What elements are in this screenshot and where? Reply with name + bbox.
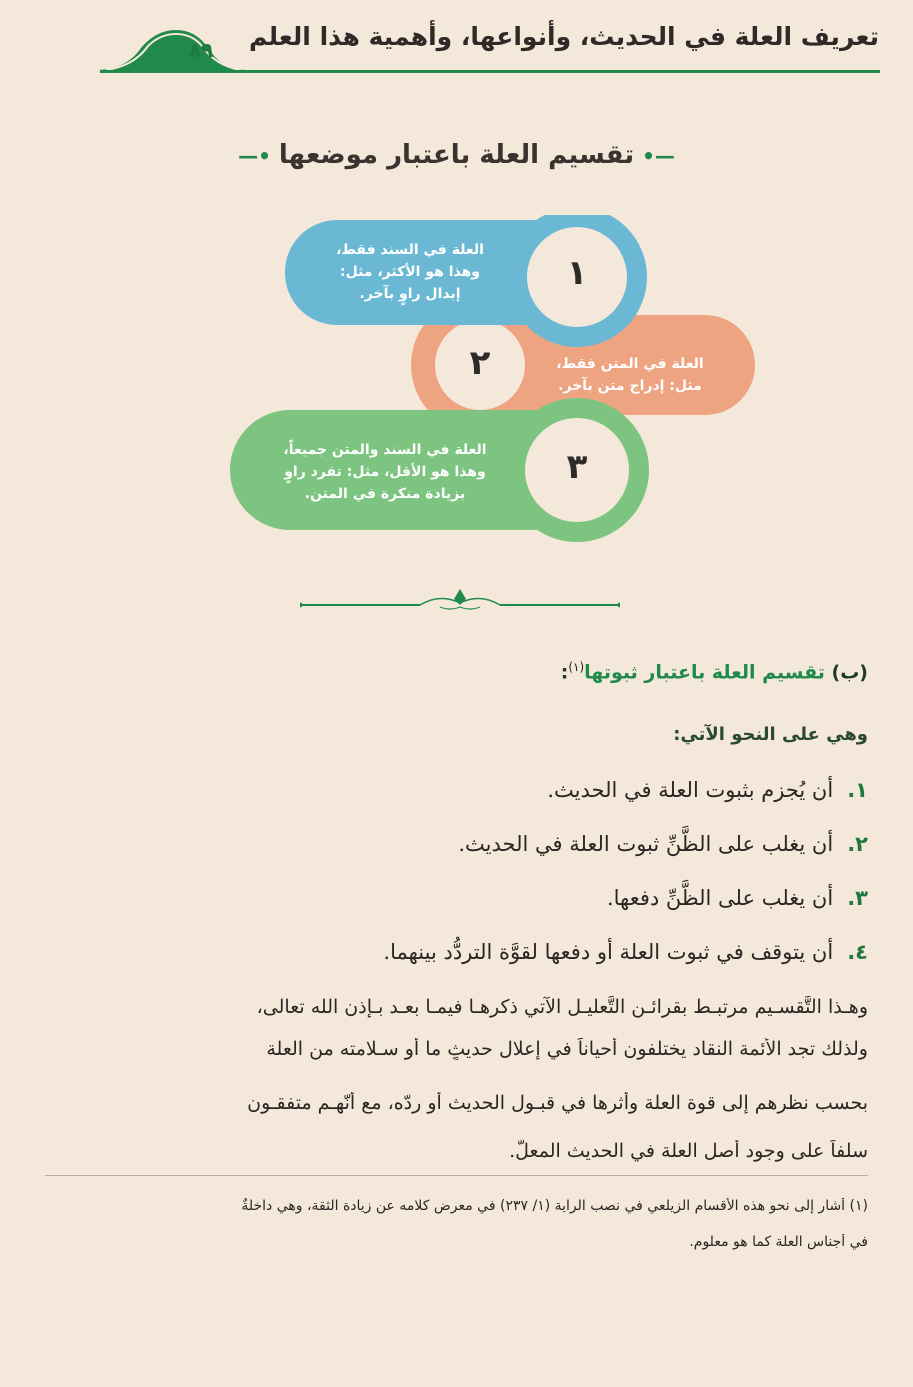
diagram-text-2-line: العلة في المتن فقط، xyxy=(556,356,704,372)
list-item xyxy=(68,940,868,964)
ornamental-divider xyxy=(300,585,620,615)
paragraph-line: وهـذا التَّقسـيم مرتبـط بقرائـن التَّعليـل الآتي ذكرهـا فيمـا بعـد بـإذن الله تعالى، xyxy=(256,996,868,1018)
list-item-number: ٢. xyxy=(847,832,868,856)
list-item-text: أن يُجزم بثبوت العلة في الحديث. xyxy=(547,778,834,802)
section-title-block xyxy=(230,140,683,170)
diagram-text-1-line: إبدال راوٍ بآخر. xyxy=(359,286,461,302)
diagram-text-2-line: مثل: إدراج متن بآخر. xyxy=(558,378,702,394)
footnote-line: في أجناس العلة كما هو معلوم. xyxy=(689,1234,868,1250)
list-item xyxy=(68,832,868,856)
section-title-container xyxy=(0,140,913,170)
diagram-text-3-line: وهذا هو الأقل، مثل: تفرد راوٍ xyxy=(284,464,486,480)
footnote-rule xyxy=(45,1175,868,1176)
diagram-number-3: ٣ xyxy=(566,447,588,487)
diagram-text-3 xyxy=(265,439,505,505)
header-rule xyxy=(100,70,880,73)
subsection-prefix: (ب) xyxy=(831,661,868,684)
diagram-number-2: ٢ xyxy=(469,343,491,383)
paragraph-line: بحسب نظرهم إلى قوة العلة وأثرها في قبـول الحديث أو ردّه، مع أنّهـم متفقـون xyxy=(247,1092,868,1114)
diagram-number-1: ١ xyxy=(566,253,588,293)
paragraph-line: ولذلك تجد الأئمة النقاد يختلفون أحياناً في إعلال حديثٍ ما أو سـلامته من العلة xyxy=(266,1038,868,1060)
list-item-text: أن يغلب على الظَّنِّ ثبوت العلة في الحديث. xyxy=(458,832,834,856)
list-item xyxy=(68,778,868,802)
subsection-heading xyxy=(168,660,868,683)
title-ornament-left: •— xyxy=(238,144,271,168)
running-header-title: تعريف العلة في الحديث، وأنواعها، وأهمية هذا العلم xyxy=(249,22,879,51)
paragraph-line: سلفاً على وجود أصل العلة في الحديث المعلّ. xyxy=(509,1140,868,1162)
diagram-text-1-line: وهذا هو الأكثر، مثل: xyxy=(340,264,480,280)
list-item-number: ٣. xyxy=(847,886,868,910)
diagram-text-2 xyxy=(535,353,725,397)
diagram-text-1-line: العلة في السند فقط، xyxy=(336,242,484,258)
list-item-text: أن يتوقف في ثبوت العلة أو دفعها لقوَّة التردُّد بينهما. xyxy=(383,940,834,964)
diagram-text-3-line: العلة في السند والمتن جميعاً، xyxy=(283,442,487,458)
list-intro: وهي على النحو الآتي: xyxy=(673,724,868,745)
placement-diagram xyxy=(225,215,765,545)
footnote-reference: (١) xyxy=(568,660,585,674)
subsection-suffix: : xyxy=(560,661,569,684)
footnote-line: (١) أشار إلى نحو هذه الأقسام الزيلعي في نصب الراية (١/ ٢٣٧) في معرض كلامه عن زيادة الثقة، وهي داخلةٌ xyxy=(241,1198,868,1214)
list-item xyxy=(68,886,868,910)
list-item-number: ٤. xyxy=(847,940,868,964)
page-number: ٨٩ xyxy=(188,38,214,62)
list-item-text: أن يغلب على الظَّنِّ دفعها. xyxy=(606,886,834,910)
title-ornament-right: —• xyxy=(642,144,675,168)
list-item-number: ١. xyxy=(847,778,868,802)
subsection-title: تقسيم العلة باعتبار ثبوتها xyxy=(584,661,825,684)
diagram-text-1 xyxy=(310,239,510,305)
section-title: تقسيم العلة باعتبار موضعها xyxy=(278,140,635,170)
diagram-text-3-line: بزيادة منكرة في المتن. xyxy=(304,486,466,502)
